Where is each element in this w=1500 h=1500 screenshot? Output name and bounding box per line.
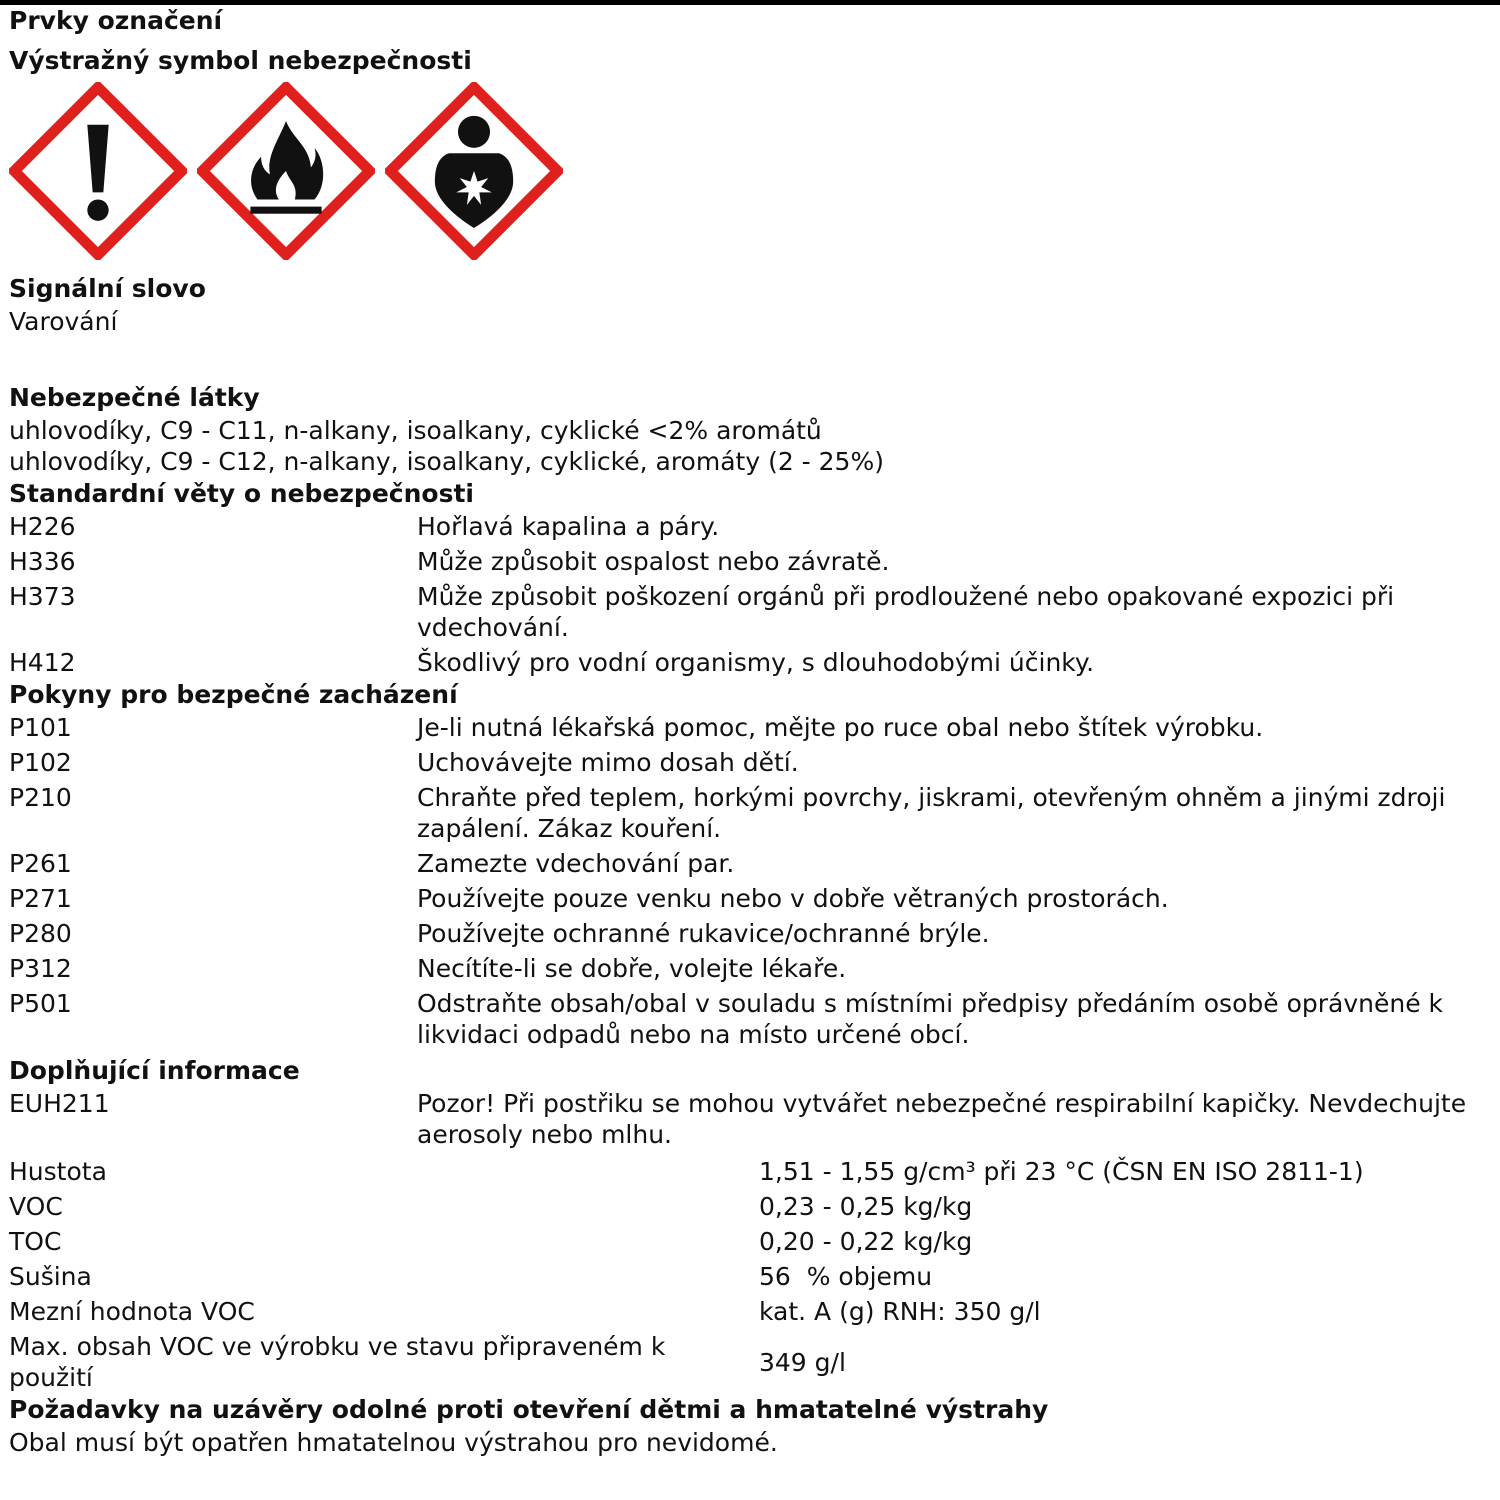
property-value: 0,20 - 0,22 kg/kg	[759, 1227, 973, 1256]
signal-word-heading: Signální slovo	[9, 274, 206, 303]
statement-text: Používejte pouze venku nebo v dobře větraných prostorách.	[417, 884, 1169, 913]
property-row	[9, 1296, 1489, 1327]
statement-text: Zamezte vdechování par.	[417, 849, 735, 878]
statement-text: Může způsobit poškození orgánů při prodloužené nebo opakované expozici při vdechování.	[417, 582, 1395, 642]
property-key: Sušina	[9, 1262, 92, 1291]
hazard-statement-row	[9, 511, 1489, 542]
statement-code: P101	[9, 713, 72, 742]
precautionary-statement-row	[9, 918, 1489, 949]
property-value: kat. A (g) RNH: 350 g/l	[759, 1297, 1041, 1326]
statement-code: EUH211	[9, 1089, 110, 1118]
property-key: Max. obsah VOC ve výrobku ve stavu připraveném k použití	[9, 1332, 666, 1392]
statement-text: Hořlavá kapalina a páry.	[417, 512, 720, 541]
statement-text: Chraňte před teplem, horkými povrchy, jiskrami, otevřeným ohněm a jinými zdroji zapálení. Zákaz kouření.	[417, 783, 1446, 843]
precautionary-statement-row	[9, 782, 1489, 844]
statement-code: P210	[9, 783, 72, 812]
property-value: 56 % objemu	[759, 1262, 933, 1291]
statement-code: H226	[9, 512, 76, 541]
substances-list	[9, 415, 1489, 477]
substance-item: uhlovodíky, C9 - C11, n-alkany, isoalkany, cyklické <2% aromátů	[9, 416, 822, 445]
property-key: TOC	[9, 1227, 62, 1256]
label-elements-section	[9, 4, 1489, 1458]
statement-text: Pozor! Při postřiku se mohou vytvářet nebezpečné respirabilní kapičky. Nevdechujte aerosoly nebo mlhu.	[417, 1089, 1467, 1149]
statement-text: Necítíte-li se dobře, volejte lékaře.	[417, 954, 847, 983]
property-value: 349 g/l	[759, 1347, 846, 1377]
precautionary-statement-row	[9, 747, 1489, 778]
precautionary-statement-row	[9, 953, 1489, 984]
property-row	[9, 1156, 1489, 1187]
hazard-statements-heading: Standardní věty o nebezpečnosti	[9, 479, 474, 508]
property-row	[9, 1331, 1489, 1393]
statement-code: P312	[9, 954, 72, 983]
signal-word: Varování	[9, 307, 118, 336]
property-value: 1,51 - 1,55 g/cm³ při 23 °C (ČSN EN ISO 2811-1)	[759, 1157, 1364, 1186]
property-key: Mezní hodnota VOC	[9, 1297, 255, 1326]
closures-text: Obal musí být opatřen hmatatelnou výstrahou pro nevidomé.	[9, 1428, 778, 1457]
flame-icon	[197, 82, 375, 260]
statement-text: Odstraňte obsah/obal v souladu s místními předpisy předáním osobě oprávněné k likvidaci odpadů nebo na místo určené obcí.	[417, 989, 1444, 1049]
statement-code: H336	[9, 547, 76, 576]
supplementary-row	[9, 1088, 1489, 1150]
pictogram-heading: Výstražný symbol nebezpečnosti	[9, 46, 472, 75]
hazard-statement-row	[9, 581, 1489, 643]
closures-heading: Požadavky na uzávěry odolné proti otevření dětmi a hmatatelné výstrahy	[9, 1395, 1049, 1424]
statement-text: Je-li nutná lékařská pomoc, mějte po ruce obal nebo štítek výrobku.	[417, 713, 1264, 742]
statement-code: P501	[9, 989, 72, 1018]
statement-code: H412	[9, 648, 76, 677]
pictogram-row	[9, 82, 1489, 264]
health-hazard-icon	[385, 82, 563, 260]
statement-text: Může způsobit ospalost nebo závratě.	[417, 547, 890, 576]
property-key: Hustota	[9, 1157, 107, 1186]
substance-item: uhlovodíky, C9 - C12, n-alkany, isoalkany, cyklické, aromáty (2 - 25%)	[9, 447, 884, 476]
property-row	[9, 1261, 1489, 1292]
properties-table	[9, 1156, 1489, 1393]
statement-text: Škodlivý pro vodní organismy, s dlouhodobými účinky.	[417, 648, 1095, 677]
statement-text: Používejte ochranné rukavice/ochranné brýle.	[417, 919, 990, 948]
precautionary-statement-row	[9, 883, 1489, 914]
precautionary-statement-row	[9, 712, 1489, 743]
statement-text: Uchovávejte mimo dosah dětí.	[417, 748, 799, 777]
precautionary-heading: Pokyny pro bezpečné zacházení	[9, 680, 458, 709]
hazard-statement-row	[9, 647, 1489, 678]
property-value: 0,23 - 0,25 kg/kg	[759, 1192, 973, 1221]
hazard-statement-row	[9, 546, 1489, 577]
statement-code: P102	[9, 748, 72, 777]
statement-code: P280	[9, 919, 72, 948]
hazardous-substances-heading: Nebezpečné látky	[9, 383, 260, 412]
property-row	[9, 1191, 1489, 1222]
label-elements-heading: Prvky označení	[9, 6, 223, 35]
supplementary-heading: Doplňující informace	[9, 1056, 300, 1085]
statement-code: P261	[9, 849, 72, 878]
hazard-statements-list	[9, 511, 1489, 678]
property-row	[9, 1226, 1489, 1257]
property-key: VOC	[9, 1192, 63, 1221]
precautionary-statement-row	[9, 848, 1489, 879]
exclamation-mark-icon	[9, 82, 187, 260]
precautionary-statements-list	[9, 712, 1489, 1050]
statement-code: P271	[9, 884, 72, 913]
precautionary-statement-row	[9, 988, 1489, 1050]
statement-code: H373	[9, 582, 76, 611]
